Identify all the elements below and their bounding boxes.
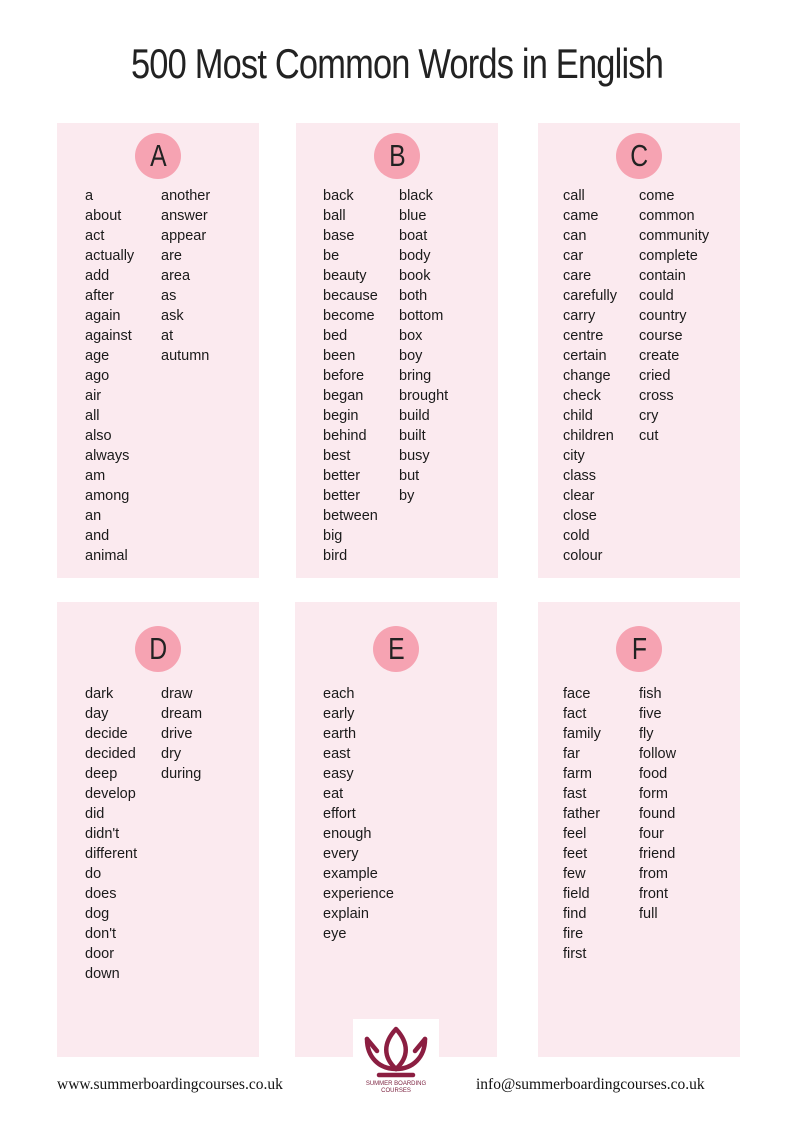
word-item: contain (639, 268, 686, 284)
word-item: all (85, 408, 100, 424)
word-item: ago (85, 368, 110, 384)
word-item: are (161, 248, 182, 264)
word-item: five (639, 706, 662, 722)
word-item: feet (563, 846, 588, 862)
word-item: began (323, 388, 364, 404)
word-item: actually (85, 248, 135, 264)
word-item: boy (399, 348, 423, 364)
word-item: during (161, 766, 202, 782)
word-item: another (161, 188, 211, 204)
word-item: eye (323, 926, 347, 942)
section-b-card (296, 123, 498, 578)
word-item: eat (323, 786, 344, 802)
word-item: age (85, 348, 110, 364)
logo-caption: SUMMER BOARDING COURSES (365, 1081, 427, 1094)
word-item: from (639, 866, 668, 882)
letter-badge (374, 133, 420, 179)
word-item: did (85, 806, 105, 822)
word-item: at (161, 328, 174, 344)
word-item: big (323, 528, 343, 544)
word-item: centre (563, 328, 604, 344)
word-item: answer (161, 208, 208, 224)
word-item: among (85, 488, 130, 504)
letter-badge (616, 133, 662, 179)
word-item: early (323, 706, 355, 722)
word-item: become (323, 308, 375, 324)
word-item: come (639, 188, 675, 204)
word-item: back (323, 188, 354, 204)
word-item: again (85, 308, 121, 324)
word-item: four (639, 826, 664, 842)
word-item: been (323, 348, 356, 364)
word-item: car (563, 248, 584, 264)
word-item: full (639, 906, 658, 922)
word-item: busy (399, 448, 430, 464)
word-item: am (85, 468, 106, 484)
word-item: country (639, 308, 687, 324)
word-item: close (563, 508, 597, 524)
word-item: because (323, 288, 378, 304)
word-item: also (85, 428, 112, 444)
word-item: air (85, 388, 102, 404)
word-item: blue (399, 208, 427, 224)
word-item: fire (563, 926, 584, 942)
letter-badge-text: C (630, 138, 648, 173)
word-item: better (323, 488, 361, 504)
word-item: call (563, 188, 585, 204)
letter-badge-text: A (149, 138, 167, 173)
word-item: be (323, 248, 340, 264)
word-item: begin (323, 408, 359, 424)
word-item: base (323, 228, 355, 244)
word-item: colour (563, 548, 603, 564)
word-list-column-2 (161, 186, 210, 366)
word-item: feel (563, 826, 587, 842)
word-item: built (399, 428, 426, 444)
word-item: effort (323, 806, 356, 822)
word-item: front (639, 886, 669, 902)
word-item: could (639, 288, 674, 304)
word-item: explain (323, 906, 369, 922)
logo (353, 1019, 439, 1105)
word-item: food (639, 766, 668, 782)
word-item: face (563, 686, 591, 702)
word-item: after (85, 288, 115, 304)
word-item: fly (639, 726, 654, 742)
word-item: ask (161, 308, 184, 324)
word-item: complete (639, 248, 698, 264)
word-item: deep (85, 766, 118, 782)
word-item: box (399, 328, 423, 344)
word-item: bird (323, 548, 348, 564)
word-item: create (639, 348, 680, 364)
word-item: follow (639, 746, 677, 762)
word-item: dry (161, 746, 182, 762)
word-item: father (563, 806, 601, 822)
section-c-card (538, 123, 740, 578)
word-item: down (85, 966, 120, 982)
word-item: as (161, 288, 177, 304)
word-item: and (85, 528, 110, 544)
word-item: add (85, 268, 110, 284)
word-item: better (323, 468, 361, 484)
word-item: far (563, 746, 580, 762)
word-item: family (563, 726, 601, 742)
word-item: an (85, 508, 102, 524)
word-item: found (639, 806, 676, 822)
word-list-column-1 (85, 684, 137, 984)
word-item: each (323, 686, 355, 702)
word-item: different (85, 846, 138, 862)
section-f-card (538, 602, 740, 1057)
word-item: dream (161, 706, 203, 722)
crown-logo-icon (353, 1019, 439, 1081)
word-item: first (563, 946, 587, 962)
word-item: animal (85, 548, 128, 564)
word-item: fish (639, 686, 662, 702)
word-item: area (161, 268, 191, 284)
word-item: decide (85, 726, 128, 742)
word-item: drive (161, 726, 193, 742)
word-list-column-1 (323, 684, 394, 944)
letter-badge-text: E (387, 631, 405, 666)
word-item: find (563, 906, 587, 922)
word-item: a (85, 188, 94, 204)
section-a-card (57, 123, 259, 578)
word-item: but (399, 468, 420, 484)
letter-badge-text: F (631, 631, 647, 666)
letter-badge (135, 133, 181, 179)
word-list-column-2 (639, 684, 676, 924)
word-item: do (85, 866, 102, 882)
word-item: behind (323, 428, 367, 444)
word-item: dog (85, 906, 110, 922)
word-item: cut (639, 428, 659, 444)
word-item: against (85, 328, 132, 344)
word-item: form (639, 786, 668, 802)
word-item: cried (639, 368, 671, 384)
word-item: course (639, 328, 683, 344)
word-item: check (563, 388, 601, 404)
word-item: draw (161, 686, 193, 702)
word-item: both (399, 288, 428, 304)
word-item: city (563, 448, 585, 464)
word-item: certain (563, 348, 607, 364)
word-item: change (563, 368, 611, 384)
word-item: fast (563, 786, 587, 802)
word-item: act (85, 228, 105, 244)
word-item: enough (323, 826, 372, 842)
word-item: does (85, 886, 117, 902)
word-item: door (85, 946, 115, 962)
word-item: clear (563, 488, 595, 504)
word-item: bed (323, 328, 348, 344)
word-item: brought (399, 388, 449, 404)
word-item: didn't (85, 826, 120, 842)
word-item: autumn (161, 348, 210, 364)
word-item: bring (399, 368, 432, 384)
word-item: field (563, 886, 590, 902)
website-link[interactable]: www.summerboardingcourses.co.uk (57, 1076, 283, 1093)
letter-badge-text: D (149, 631, 167, 666)
word-item: decided (85, 746, 136, 762)
word-item: develop (85, 786, 136, 802)
word-item: best (323, 448, 351, 464)
word-item: beauty (323, 268, 367, 284)
word-item: ball (323, 208, 346, 224)
word-item: cry (639, 408, 659, 424)
word-item: few (563, 866, 586, 882)
word-item: farm (563, 766, 592, 782)
word-item: care (563, 268, 592, 284)
word-item: between (323, 508, 378, 524)
word-item: example (323, 866, 378, 882)
word-item: came (563, 208, 599, 224)
word-list-column-1 (563, 186, 617, 566)
word-item: boat (399, 228, 428, 244)
word-item: build (399, 408, 430, 424)
word-item: child (563, 408, 593, 424)
word-item: friend (639, 846, 676, 862)
word-item: carry (563, 308, 596, 324)
section-d-card (57, 602, 259, 1057)
word-item: appear (161, 228, 207, 244)
word-item: easy (323, 766, 354, 782)
word-item: cold (563, 528, 590, 544)
word-item: always (85, 448, 130, 464)
word-item: by (399, 488, 415, 504)
word-item: bottom (399, 308, 444, 324)
word-item: book (399, 268, 431, 284)
word-item: every (323, 846, 359, 862)
word-item: about (85, 208, 122, 224)
word-item: children (563, 428, 614, 444)
word-item: class (563, 468, 597, 484)
letter-badge-text: B (388, 138, 406, 173)
email-link[interactable]: info@summerboardingcourses.co.uk (476, 1076, 705, 1093)
section-e-card (295, 602, 497, 1057)
word-item: body (399, 248, 431, 264)
word-item: before (323, 368, 365, 384)
word-item: dark (85, 686, 114, 702)
letter-badge (135, 626, 181, 672)
word-list-column-1 (563, 684, 601, 964)
word-list-column-1 (85, 186, 134, 566)
word-item: don't (85, 926, 116, 942)
word-item: common (639, 208, 695, 224)
word-item: east (323, 746, 351, 762)
word-item: earth (323, 726, 357, 742)
word-item: cross (639, 388, 674, 404)
word-item: day (85, 706, 109, 722)
word-list-column-2 (639, 186, 709, 446)
word-list-column-1 (323, 186, 378, 566)
letter-badge (373, 626, 419, 672)
word-item: carefully (563, 288, 617, 304)
word-item: black (399, 188, 433, 204)
word-item: fact (563, 706, 587, 722)
word-list-column-2 (399, 186, 448, 506)
word-list-column-2 (161, 684, 202, 784)
word-item: experience (323, 886, 394, 902)
letter-badge (616, 626, 662, 672)
word-item: community (639, 228, 710, 244)
word-item: can (563, 228, 587, 244)
page-title: 500 Most Common Words in English (130, 40, 664, 87)
